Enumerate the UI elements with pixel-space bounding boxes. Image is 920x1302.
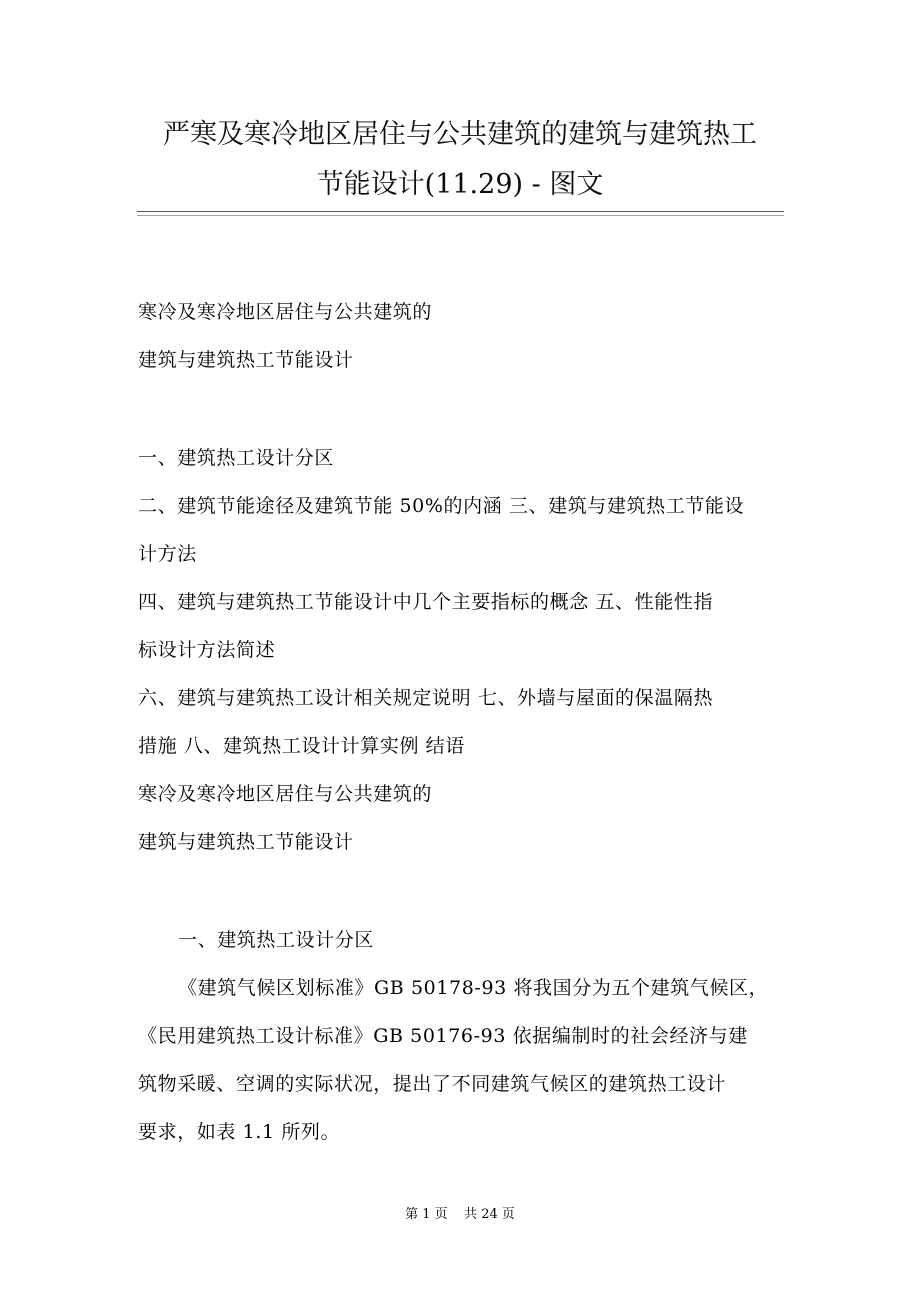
paragraph-line-4: 要求，如表 1.1 所列。	[138, 1121, 341, 1143]
toc-item-2-3: 二、建筑节能途径及建筑节能 50%的内涵 三、建筑与建筑热工节能设	[138, 495, 745, 517]
toc-item-3-cont: 计方法	[138, 543, 197, 565]
paragraph-line-1: 《建筑气候区划标准》GB 50178-93 将我国分为五个建筑气候区，	[178, 977, 769, 999]
document-title-line2: 节能设计(11.29) - 图文	[316, 169, 604, 200]
toc-item-7-8-end: 措施 八、建筑热工设计计算实例 结语	[138, 735, 465, 757]
section-heading-line1: 寒冷及寒冷地区居住与公共建筑的	[138, 783, 433, 805]
intro-heading-line1: 寒冷及寒冷地区居住与公共建筑的	[138, 301, 433, 323]
paragraph-line-2: 《民用建筑热工设计标准》GB 50176-93 依据编制时的社会经济与建	[138, 1025, 748, 1047]
toc-item-4-5: 四、建筑与建筑热工节能设计中几个主要指标的概念 五、性能性指	[138, 591, 714, 613]
toc-item-5-cont: 标设计方法简述	[138, 639, 276, 661]
section-heading-line2: 建筑与建筑热工节能设计	[138, 831, 354, 853]
title-underline	[137, 211, 784, 212]
paragraph-line-3: 筑物采暖、空调的实际状况，提出了不同建筑气候区的建筑热工设计	[138, 1073, 727, 1095]
toc-item-6-7: 六、建筑与建筑热工设计相关规定说明 七、外墙与屋面的保温隔热	[138, 687, 714, 709]
toc-item-1: 一、建筑热工设计分区	[138, 447, 335, 469]
page-number-footer: 第 1 页 共 24 页	[405, 1207, 515, 1222]
section-1-heading: 一、建筑热工设计分区	[178, 929, 375, 951]
document-title-line1: 严寒及寒冷地区居住与公共建筑的建筑与建筑热工	[163, 119, 757, 150]
intro-heading-line2: 建筑与建筑热工节能设计	[138, 349, 354, 371]
title-underline-secondary	[137, 215, 784, 216]
